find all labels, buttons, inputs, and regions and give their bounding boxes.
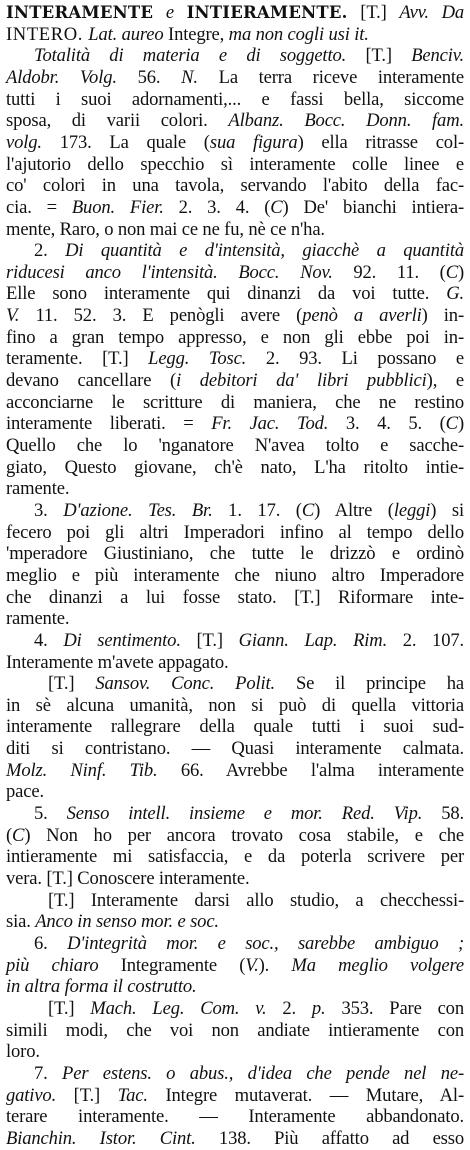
text-line bbox=[6, 283, 464, 305]
text-line bbox=[6, 652, 464, 674]
italic-text: Senso intell. insieme e mor. Red. Vip. bbox=[66, 803, 423, 825]
text-line bbox=[6, 370, 464, 392]
italic-text: Giann. Lap. Rim. bbox=[238, 629, 388, 651]
italic-text: D'integrità mor. e soc., sarebbe ambiguo ; bbox=[67, 932, 464, 954]
italic-text: sua figura bbox=[209, 131, 298, 153]
text-line bbox=[6, 738, 464, 760]
text-run: 66. Avrebbe l'alma interamente bbox=[157, 759, 465, 781]
italic-text: Aldobr. Volg. bbox=[6, 66, 117, 88]
text-run: 173. La quale ( bbox=[41, 131, 210, 153]
text-run: 2. 3. 4. ( bbox=[163, 196, 271, 218]
italic-text: e bbox=[153, 2, 187, 23]
text-run: Interamente m'avete appagato. bbox=[6, 651, 229, 673]
text-run: [T.] bbox=[347, 2, 400, 23]
text-line bbox=[6, 565, 464, 587]
italic-text: Benciv. bbox=[411, 45, 464, 67]
text-line bbox=[6, 587, 464, 609]
text-line bbox=[6, 976, 464, 998]
italic-text: V. bbox=[245, 954, 259, 976]
text-run: Quello che lo 'nganatore N'avea tolto e sacche- bbox=[6, 435, 464, 456]
text-run: in sè alcuna umanità, non si può di quella vittoria bbox=[6, 694, 464, 716]
text-run: teramente. [T.] bbox=[6, 348, 149, 370]
italic-text: Lat. aureo bbox=[88, 23, 164, 45]
italic-text: C bbox=[12, 824, 25, 846]
text-line bbox=[34, 45, 464, 67]
italic-text: volg. bbox=[6, 131, 42, 153]
text-run: 7. bbox=[34, 1062, 63, 1084]
text-run: Integre mutaverat. — Mutare, Al- bbox=[147, 1084, 464, 1106]
text-line bbox=[34, 630, 464, 652]
text-run: giato, Questo giovane, ch'è nato, L'ha ritolto intie- bbox=[6, 456, 464, 478]
italic-text: i debitori da' libri pubblici bbox=[176, 370, 427, 392]
text-line bbox=[6, 435, 464, 457]
text-line bbox=[6, 760, 464, 782]
text-run: pace. bbox=[6, 781, 44, 803]
italic-text: penò a averli bbox=[302, 305, 422, 327]
text-run: 6. bbox=[34, 932, 68, 954]
italic-text: Bianchin. Istor. Cint. bbox=[6, 1127, 196, 1149]
text-run: ) De' bianchi intiera- bbox=[282, 196, 464, 218]
text-run: fino a gran tempo appresso, e non gli ebbe poi in- bbox=[6, 326, 464, 348]
text-run: Se il principe ha bbox=[275, 673, 464, 695]
text-run: ). bbox=[258, 954, 292, 976]
headword: INTIERAMENTE. bbox=[186, 3, 348, 22]
text-run: intieramente mi satisfaccia, e da poterla scrivere per bbox=[6, 846, 464, 868]
italic-text: G. bbox=[446, 283, 464, 305]
text-run: 138. Più affatto ad esso bbox=[195, 1127, 464, 1149]
italic-text: leggi bbox=[393, 499, 431, 521]
text-line bbox=[6, 695, 464, 717]
text-run: 3. 4. 5. ( bbox=[328, 413, 446, 435]
text-run: 11. 52. 3. E penògli avere ( bbox=[19, 305, 303, 327]
text-line bbox=[34, 933, 464, 955]
text-line bbox=[6, 175, 464, 197]
text-line bbox=[6, 327, 464, 349]
text-run: vera. [T.] Conoscere interamente. bbox=[6, 868, 250, 889]
italic-text: Di sentimento. bbox=[63, 629, 181, 651]
text-line bbox=[6, 392, 464, 414]
text-line bbox=[34, 500, 464, 522]
text-line bbox=[6, 955, 464, 977]
text-line bbox=[48, 673, 464, 695]
italic-text: Per estens. o abus., d'idea che pende nel ne- bbox=[62, 1062, 464, 1084]
text-line bbox=[6, 24, 464, 46]
italic-text: N. bbox=[181, 66, 198, 88]
text-run: 58. bbox=[422, 803, 464, 825]
text-run: ( bbox=[6, 824, 13, 846]
text-line bbox=[6, 1128, 464, 1150]
text-run: acconciarne le scritture di maniera, che ne restino bbox=[6, 391, 464, 413]
text-line bbox=[6, 457, 464, 479]
text-line bbox=[6, 543, 464, 565]
italic-text: Totalità di materia e di soggetto. bbox=[34, 45, 347, 67]
text-run: 353. Pare con bbox=[325, 997, 464, 1019]
text-run: cia. = bbox=[6, 196, 72, 218]
italic-text: C bbox=[301, 499, 315, 521]
text-run: meglio e più interamente che niuno altro Imperadore bbox=[6, 564, 464, 586]
italic-text: D'azione. Tes. Br. bbox=[63, 499, 213, 521]
italic-text: Ma meglio volgere bbox=[291, 954, 465, 976]
text-line bbox=[6, 1020, 464, 1042]
text-run: interamente liberati. = bbox=[6, 413, 212, 435]
text-run: ) si bbox=[430, 499, 464, 521]
text-line bbox=[6, 1106, 464, 1128]
text-line bbox=[6, 1085, 464, 1107]
text-line bbox=[6, 608, 464, 630]
text-run: 1. 17. ( bbox=[212, 499, 302, 521]
text-line bbox=[6, 868, 464, 890]
text-run: [T.] bbox=[346, 45, 412, 67]
text-run: INTERO. bbox=[6, 23, 89, 45]
text-line bbox=[6, 132, 464, 154]
text-line bbox=[6, 2, 464, 24]
text-line bbox=[34, 240, 464, 262]
headword: INTERAMENTE bbox=[6, 3, 154, 22]
italic-text: Fr. Jac. Tod. bbox=[211, 413, 329, 435]
text-line bbox=[6, 781, 464, 803]
text-line bbox=[6, 89, 464, 111]
italic-text: Anco in senso mor. e soc. bbox=[35, 911, 219, 933]
text-line bbox=[6, 1041, 464, 1063]
text-run: 'mperadore Giustiniano, che tutte le drizzò e ordinò bbox=[6, 543, 464, 565]
text-run: 2. 107. bbox=[387, 629, 464, 651]
text-run: 56. bbox=[116, 66, 182, 88]
italic-text: V. bbox=[6, 305, 20, 327]
text-run: sia. bbox=[6, 911, 36, 933]
text-run: 4. bbox=[34, 629, 64, 651]
text-run: diti si contristano. — Quasi interamente calmata. bbox=[6, 738, 464, 760]
text-run: [T.] bbox=[180, 629, 239, 651]
text-line bbox=[6, 413, 464, 435]
text-run: ) ella ritrasse col- bbox=[297, 131, 464, 153]
text-run: sposa, di varii colori. bbox=[6, 110, 229, 132]
text-line bbox=[48, 998, 464, 1020]
text-line bbox=[6, 522, 464, 544]
italic-text: Legg. Tosc. bbox=[148, 348, 247, 370]
text-line bbox=[6, 825, 464, 847]
italic-text: C bbox=[270, 196, 283, 218]
text-run: co' colori in una tavola, servando l'abito della fac- bbox=[6, 175, 464, 197]
text-run: Integramente ( bbox=[98, 954, 246, 976]
text-run: Elle sono interamente qui dinanzi da voi tutte. bbox=[6, 283, 447, 305]
italic-text: p. bbox=[311, 997, 326, 1019]
italic-text: Albanz. Bocc. Donn. fam. bbox=[228, 110, 464, 132]
text-run: l'ajutorio dello specchio sì interamente colle linee e bbox=[6, 153, 464, 175]
italic-text: Sansov. Conc. Polit. bbox=[95, 673, 276, 695]
italic-text: gativo. bbox=[6, 1084, 57, 1106]
text-run: interamente rallegrare della quale tutti i suoi sud- bbox=[6, 716, 464, 738]
text-line bbox=[48, 890, 464, 912]
text-run: 2. 93. Li possano e bbox=[246, 348, 464, 370]
text-run: 5. bbox=[34, 803, 67, 825]
text-line bbox=[6, 846, 464, 868]
italic-text: Avv. Da bbox=[399, 2, 464, 23]
text-line bbox=[34, 803, 464, 825]
text-run: 2. bbox=[34, 240, 66, 262]
italic-text: riducesi anco l'intensità. Bocc. Nov. bbox=[6, 261, 333, 283]
text-run: ) Non ho per ancora trovato cosa stabile, e che bbox=[24, 824, 464, 846]
text-run: Integre, bbox=[163, 23, 229, 45]
text-run: ramente. bbox=[6, 608, 70, 630]
text-run: ) bbox=[457, 413, 464, 435]
text-line bbox=[6, 911, 464, 933]
text-run: 3. bbox=[34, 499, 64, 521]
text-line bbox=[6, 478, 464, 500]
text-run: tutti i suoi adornamenti,... e fassi bella, siccome bbox=[6, 88, 464, 110]
italic-text: Molz. Ninf. Tib. bbox=[6, 759, 158, 781]
text-run: ramente. bbox=[6, 478, 70, 500]
text-run: loro. bbox=[6, 1041, 40, 1063]
italic-text: in altra forma il costrutto. bbox=[6, 976, 197, 998]
italic-text: C bbox=[445, 261, 458, 283]
italic-text: ma non cogli usi it. bbox=[228, 23, 369, 45]
text-run: che dinanzi a lui fosse stato. [T.] Riformare inte- bbox=[6, 586, 464, 608]
text-line bbox=[34, 1063, 464, 1085]
text-run: 92. 11. ( bbox=[332, 261, 446, 283]
text-run: [T.] bbox=[56, 1084, 118, 1106]
text-line bbox=[6, 154, 464, 176]
text-line bbox=[6, 67, 464, 89]
italic-text: più chiaro bbox=[6, 954, 99, 976]
text-line bbox=[6, 262, 464, 284]
italic-text: Mach. Leg. Com. v. bbox=[90, 997, 267, 1019]
text-run: [T.] bbox=[48, 997, 91, 1019]
text-run: fecero poi gli altri Imperadori infino al tempo dello bbox=[6, 521, 464, 543]
text-run: [T.] bbox=[48, 673, 96, 695]
text-run: 2. bbox=[266, 997, 312, 1019]
italic-text: C bbox=[445, 413, 458, 435]
text-line bbox=[6, 348, 464, 370]
italic-text: Buon. Fier. bbox=[71, 196, 164, 218]
text-run: simili modi, che voi non andiate intieramente con bbox=[6, 1019, 464, 1041]
text-run: ), e bbox=[426, 370, 465, 392]
text-run: La terra riceve interamente bbox=[197, 66, 465, 88]
text-run: [T.] Interamente darsi allo studio, a checchessi- bbox=[48, 889, 464, 911]
text-line bbox=[6, 716, 464, 738]
text-run: ) in- bbox=[421, 305, 464, 327]
text-run: ) bbox=[457, 261, 465, 283]
text-line bbox=[6, 197, 464, 219]
text-line bbox=[6, 110, 464, 132]
text-run: ) Altre ( bbox=[314, 499, 394, 521]
italic-text: Di quantità e d'intensità, giacchè a quantità bbox=[65, 240, 464, 262]
italic-text: Tac. bbox=[117, 1084, 148, 1106]
text-run: terare interamente. — Interamente abbandonato. bbox=[6, 1106, 464, 1128]
text-line bbox=[6, 219, 464, 241]
text-line bbox=[6, 305, 464, 327]
text-run: devano cancellare ( bbox=[6, 370, 177, 392]
text-run: mente, Raro, o non mai ce ne fu, nè ce n'ha. bbox=[6, 218, 325, 240]
